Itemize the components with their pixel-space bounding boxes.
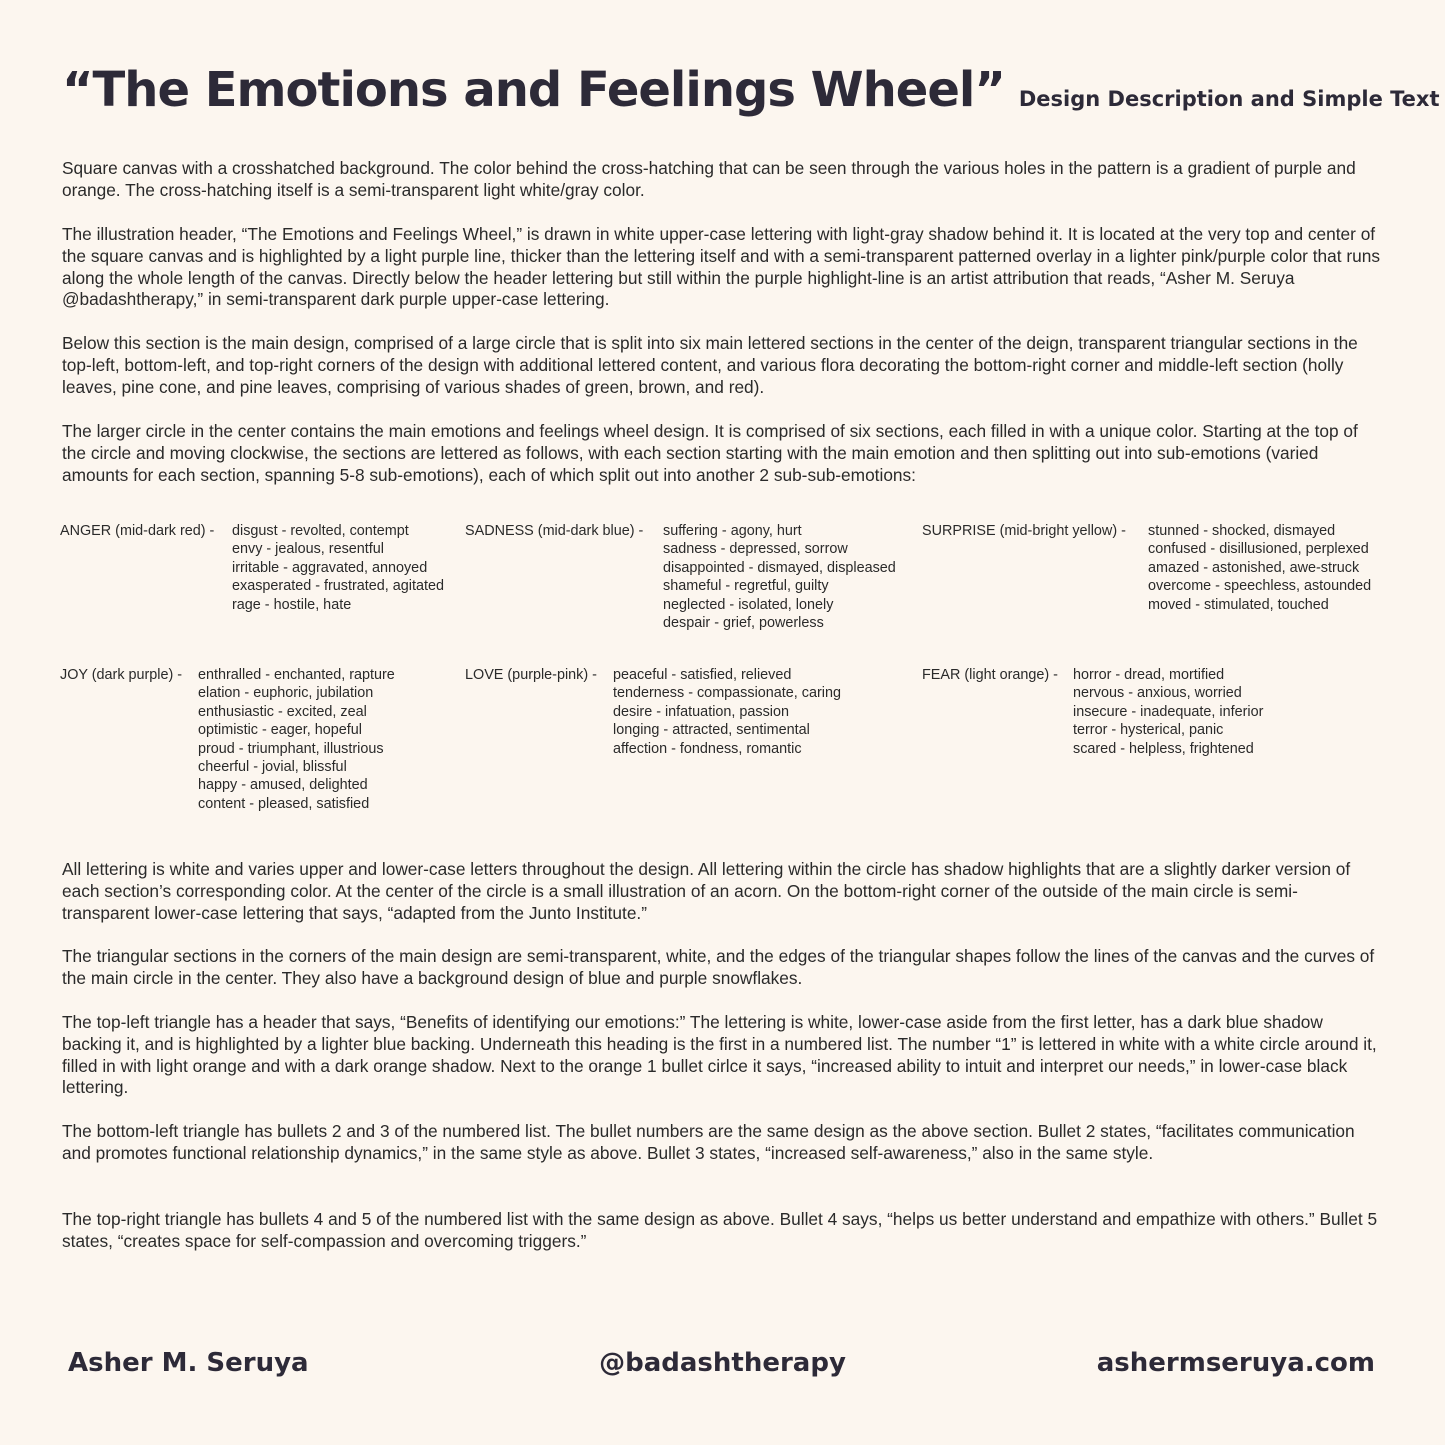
emotion-sadness xyxy=(465,522,920,637)
list-item: overcome - speechless, astounded xyxy=(1148,578,1372,595)
list-item: happy - amused, delighted xyxy=(198,777,368,794)
list-item: insecure - inadequate, inferior xyxy=(1073,703,1264,720)
emotion-love xyxy=(465,666,920,766)
list-item: despair - grief, powerless xyxy=(663,615,824,632)
emotion-sadness-list xyxy=(663,522,896,632)
emotion-sadness-head: SADNESS (mid-dark blue) - xyxy=(465,523,644,539)
list-item: shameful - regretful, guilty xyxy=(663,578,829,595)
emotion-love-head: LOVE (purple-pink) - xyxy=(465,667,597,683)
list-item: tenderness - compassionate, caring xyxy=(613,685,841,702)
list-item: moved - stimulated, touched xyxy=(1148,596,1329,613)
emotion-joy xyxy=(60,666,465,816)
emotion-joy-head: JOY (dark purple) - xyxy=(60,667,183,683)
emotion-surprise xyxy=(922,522,1392,622)
list-item: optimistic - eager, hopeful xyxy=(198,722,362,739)
emotion-love-list xyxy=(613,666,841,758)
list-item: longing - attracted, sentimental xyxy=(613,722,810,739)
list-item: amazed - astonished, awe-struck xyxy=(1148,559,1360,576)
paragraph-bottom-left: The bottom-left triangle has bullets 2 and 3 of the numbered list. The bullet numbers are the same design as the above section. Bullet 2 states, “facilitates communication and promotes functional relationship dynamics,” in the same style as above. Bullet 3 states, “increased self-awareness,” also in the same style. xyxy=(62,1121,1355,1163)
list-item: peaceful - satisfied, relieved xyxy=(613,667,792,683)
list-item: irritable - aggravated, annoyed xyxy=(232,559,428,576)
footer-handle: @badashtherapy xyxy=(599,1348,846,1378)
list-item: enthusiastic - excited, zeal xyxy=(198,703,367,720)
paragraph-circle: The larger circle in the center contains the main emotions and feelings wheel design. It is comprised of six sections, each filled in with a unique color. Starting at the top of the circle and moving clockwise, the sections are lettered as follows, with each section starting with the main emotion and then splitting out into sub-emotions (varied amounts for each section, spanning 5-8 sub-emotions), each of which split out into another 2 sub-sub-emotions: xyxy=(62,421,1358,485)
list-item: exasperated - frustrated, agitated xyxy=(232,578,444,595)
list-item: disgust - revolted, contempt xyxy=(232,523,409,539)
emotion-anger-list xyxy=(232,522,444,614)
emotion-surprise-head: SURPRISE (mid-bright yellow) - xyxy=(922,523,1126,539)
page-subtitle: Design Description and Simple Text xyxy=(1018,87,1440,111)
list-item: desire - infatuation, passion xyxy=(613,703,789,720)
list-item: enthralled - enchanted, rapture xyxy=(198,667,395,683)
emotion-surprise-list xyxy=(1148,522,1371,614)
emotion-anger-head: ANGER (mid-dark red) - xyxy=(60,523,215,539)
list-item: horror - dread, mortified xyxy=(1073,667,1225,683)
list-item: stunned - shocked, dismayed xyxy=(1148,523,1336,539)
emotion-fear-list xyxy=(1073,666,1263,758)
list-item: affection - fondness, romantic xyxy=(613,740,802,757)
header xyxy=(62,62,1440,118)
list-item: scared - helpless, frightened xyxy=(1073,740,1254,757)
list-item: suffering - agony, hurt xyxy=(663,523,802,539)
page-title: “The Emotions and Feelings Wheel” xyxy=(62,62,1005,118)
emotion-anger xyxy=(60,522,465,622)
emotion-fear-head: FEAR (light orange) - xyxy=(922,667,1058,683)
list-item: cheerful - jovial, blissful xyxy=(198,759,347,776)
list-item: sadness - depressed, sorrow xyxy=(663,541,848,558)
list-item: elation - euphoric, jubilation xyxy=(198,685,374,702)
paragraph-main-design: Below this section is the main design, comprised of a large circle that is split into six main lettered sections in the center of the deign, transparent triangular sections in the top-left, bottom-left, and top-right corners of the design with additional lettered content, and various flora decorating the bottom-right corner and middle-left section (holly leaves, pine cone, and pine leaves, comprising of various shades of green, brown, and red). xyxy=(62,333,1358,397)
paragraph-triangles: The triangular sections in the corners of the main design are semi-transparent, white, and the edges of the triangular shapes follow the lines of the canvas and the curves of the main circle in the center. They also have a background design of blue and purple snowflakes. xyxy=(62,946,1375,988)
footer-website: ashermseruya.com xyxy=(1096,1348,1375,1378)
list-item: envy - jealous, resentful xyxy=(232,541,384,558)
paragraph-top-right: The top-right triangle has bullets 4 and 5 of the numbered list with the same design as above. Bullet 4 says, “helps us better understand and empathize with others.” Bullet 5 states, “creates space for self-compassion and overcoming triggers.” xyxy=(62,1209,1378,1251)
list-item: proud - triumphant, illustrious xyxy=(198,740,384,757)
list-item: confused - disillusioned, perplexed xyxy=(1148,541,1369,558)
list-item: content - pleased, satisfied xyxy=(198,795,370,812)
paragraph-lettering: All lettering is white and varies upper and lower-case letters throughout the design. All lettering within the circle has shadow highlights that are a slightly darker version of each section’s corresponding color. At the center of the circle is a small illustration of an acorn. On the bottom-right corner of the outside of the main circle is semi-transparent lower-case lettering that says, “adapted from the Junto Institute.” xyxy=(62,859,1351,923)
list-item: neglected - isolated, lonely xyxy=(663,596,834,613)
list-item: terror - hysterical, panic xyxy=(1073,722,1224,739)
emotion-fear xyxy=(922,666,1392,766)
list-item: rage - hostile, hate xyxy=(232,596,352,613)
paragraph-header: The illustration header, “The Emotions and Feelings Wheel,” is drawn in white upper-case lettering with light-gray shadow behind it. It is located at the very top and center of the square canvas and is highlighted by a light purple line, thicker than the lettering itself and with a semi-transparent patterned overlay in a lighter pink/purple color that runs along the whole length of the canvas. Directly below the header lettering but still within the purple highlight-line is an artist attribution that reads, “Asher M. Seruya @badashtherapy,” in semi-transparent dark purple upper-case lettering. xyxy=(62,224,1380,310)
emotion-joy-list xyxy=(198,666,395,813)
list-item: disappointed - dismayed, displeased xyxy=(663,559,896,576)
paragraph-canvas: Square canvas with a crosshatched background. The color behind the cross-hatching that can be seen through the various holes in the pattern is a gradient of purple and orange. The cross-hatching itself is a semi-transparent light white/gray color. xyxy=(62,158,1356,200)
footer-name: Asher M. Seruya xyxy=(68,1348,309,1378)
paragraph-top-left: The top-left triangle has a header that says, “Benefits of identifying our emotions:” The lettering is white, lower-case aside from the first letter, has a dark blue shadow backing it, and is highlighted by a lighter blue backing. Underneath this heading is the first in a numbered list. The number “1” is lettered in white with a white circle around it, filled in with light orange and with a dark orange shadow. Next to the orange 1 bullet cirlce it says, “increased ability to intuit and interpret our needs,” in lower-case black lettering. xyxy=(62,1012,1377,1098)
list-item: nervous - anxious, worried xyxy=(1073,685,1242,702)
